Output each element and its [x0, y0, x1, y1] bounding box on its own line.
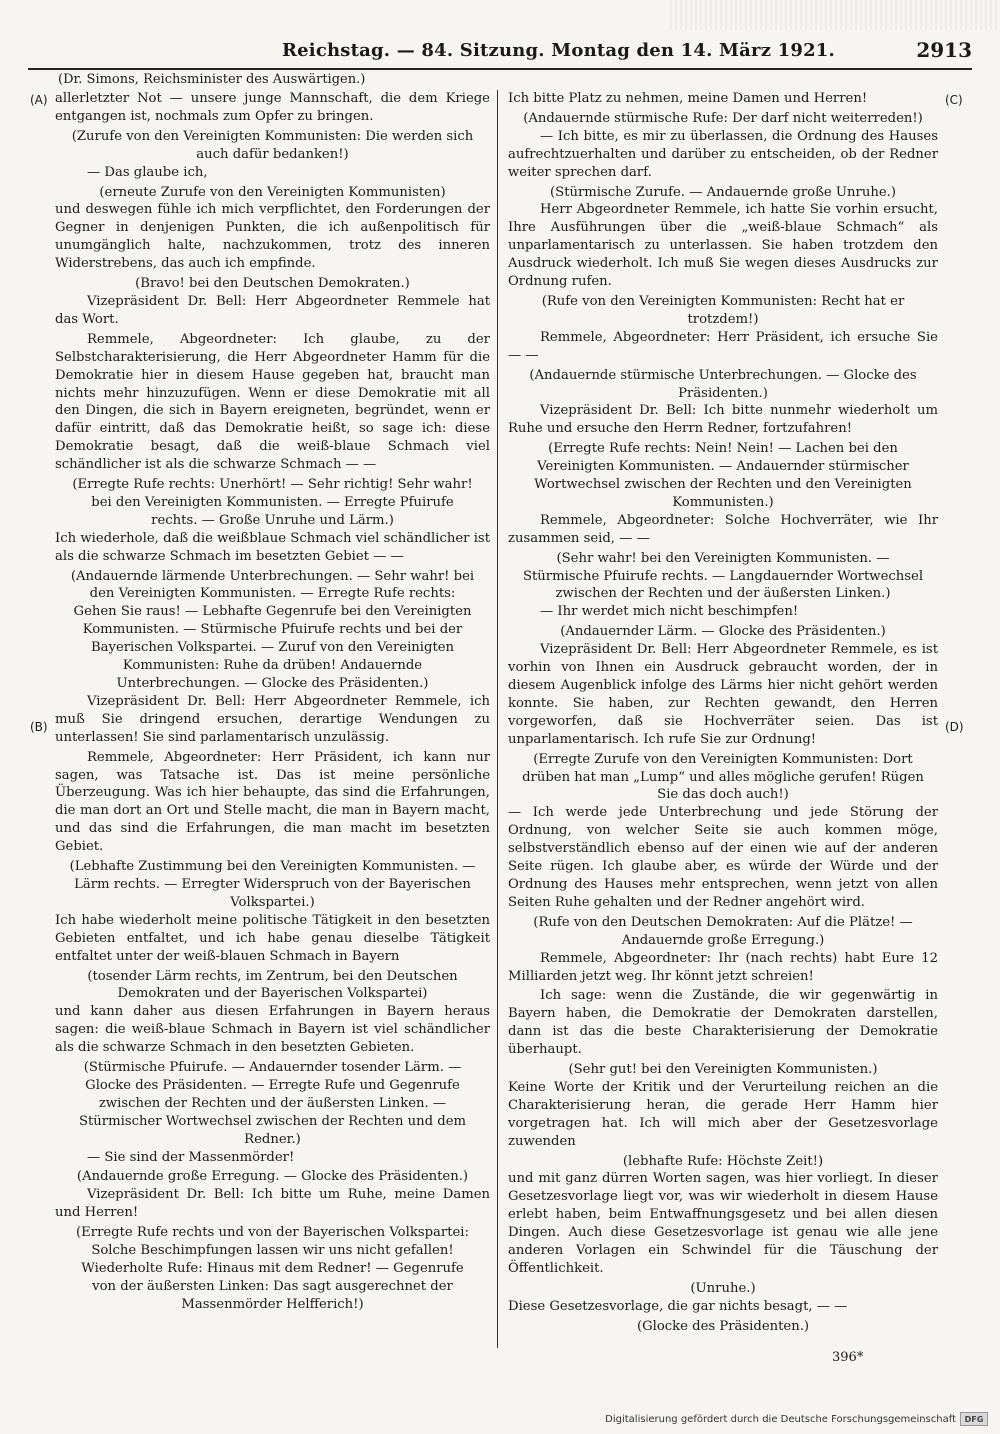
speaker-paragraph: Vizepräsident Dr. Bell: Ich bitte um Ruhe, meine Damen und Herren! [55, 1187, 490, 1221]
paragraph: Ich bitte Platz zu nehmen, meine Damen und Herren! [508, 91, 868, 106]
interjection: (lebhafte Rufe: Höchste Zeit!) [622, 1153, 824, 1169]
interjection: (Andauernde stürmische Unterbrechungen. — Glocke des Präsidenten.) [529, 367, 917, 401]
margin-mark-c: (C) [945, 93, 963, 107]
interjection: (Glocke des Präsidenten.) [636, 1318, 810, 1334]
left-column [55, 90, 490, 1314]
footer [605, 1412, 988, 1426]
speaker-note: (Dr. Simons, Reichsminister des Auswärtigen.) [58, 72, 366, 87]
paragraph: Ich sage: wenn die Zustände, die wir gegenwärtig in Bayern haben, die Demokratie der Demokraten darstellen, dann ist das die beste Charakterisierung der Demokratie überhaupt. [508, 988, 938, 1058]
paragraph: — Das glaube ich, [87, 164, 208, 180]
interjection: (Andauernde stürmische Rufe: Der darf nicht weiterreden!) [523, 110, 923, 126]
margin-mark-d: (D) [945, 720, 964, 734]
speaker-paragraph: Remmele, Abgeordneter: Herr Präsident, ich ersuche Sie — — [508, 329, 938, 363]
speaker-paragraph: Remmele, Abgeordneter: Herr Präsident, ich kann nur sagen, was Tatsache ist. Das ist meine persönliche Überzeugung. Was ich hier behaupte, das sind die Erfahrungen, die man dort an Ort und Stelle macht, die man in Bayern macht, und das sind die Erfahrungen, die man macht im besetzten Gebiet. [55, 749, 490, 855]
paragraph: — Ihr werdet mich nicht beschimpfen! [540, 604, 799, 620]
interjection: (Sehr gut! bei den Vereinigten Kommunisten.) [568, 1062, 878, 1078]
interjection: (erneute Zurufe von den Vereinigten Kommunisten) [99, 184, 446, 200]
interjection: (Bravo! bei den Deutschen Demokraten.) [135, 276, 410, 292]
paragraph: Ich wiederhole, daß die weißblaue Schmach viel schändlicher ist als die schwarze Schmach im besetzten Gebiet — — [55, 530, 490, 564]
interjection: (Erregte Rufe rechts und von der Bayerischen Volkspartei: Solche Beschimpfungen lassen wir uns nicht gefallen! Wiederholte Rufe: Hinaus mit dem Redner! — Gegenrufe von der äußersten Linken: Das sagt ausgerechnet der Massenmörder Helfferich!) [76, 1225, 469, 1312]
interjection: (Andauernde lärmende Unterbrechungen. — Sehr wahr! bei den Vereinigten Kommunisten. — Erregte Rufe rechts: Gehen Sie raus! — Lebhafte Gegenrufe bei den Vereinigten Kommunisten. — Stürmische Pfuirufe rechts und bei der Bayerischen Volkspartei. — Zuruf von den Vereinigten Kommunisten: Ruhe da drüben! Andauernde Unterbrechungen. — Glocke des Präsidenten.) [70, 568, 475, 691]
speaker-paragraph: Vizepräsident Dr. Bell: Ich bitte nunmehr wiederholt um Ruhe und ersuche den Herrn Redner, fortzufahren! [508, 403, 938, 437]
interjection: (Erregte Zurufe von den Vereinigten Kommunisten: Dort drüben hat man „Lump“ und alles mögliche gerufen! Rügen Sie das doch auch!) [522, 751, 924, 803]
speaker-paragraph: Vizepräsident Dr. Bell: Herr Abgeordneter Remmele, ich muß Sie dringend ersuchen, derartige Wendungen zu unterlassen! Sie sind parlamentarisch unzulässig. [55, 693, 490, 745]
interjection: (Stürmische Zurufe. — Andauernde große Unruhe.) [550, 184, 896, 200]
speaker-paragraph: Remmele, Abgeordneter: Ihr (nach rechts) habt Eure 12 Milliarden jetzt weg. Ihr könnt jetzt schreien! [508, 950, 938, 984]
column-divider [497, 90, 498, 1348]
margin-mark-a: (A) [30, 93, 48, 107]
margin-mark-b: (B) [30, 720, 48, 734]
paragraph: und deswegen fühle ich mich verpflichtet, den Forderungen der Gegner in denjenigen Punkten, die ich außenpolitisch für unumgänglich halte, nachzukommen, trotz des inneren Widerstrebens, das auch ich empfinde. [55, 202, 490, 272]
paragraph: — Sie sind der Massenmörder! [87, 1149, 295, 1165]
scan-noise [670, 0, 1000, 30]
interjection: (Rufe von den Deutschen Demokraten: Auf die Plätze! — Andauernde große Erregung.) [533, 914, 913, 948]
interjection: (Rufe von den Vereinigten Kommunisten: Recht hat er trotzdem!) [541, 293, 905, 327]
speaker-paragraph: Vizepräsident Dr. Bell: Herr Abgeordneter Remmele, es ist vorhin von Ihnen ein Ausdruck gebraucht worden, der in diesem Augenblick infolge des Lärms hier nicht gehört werden konnte. Sie haben, zur Rechten gewandt, den Herren vorgeworfen, daß sie Hochverräter seien. Das ist unparlamentarisch. Ich rufe Sie zur Ordnung! [508, 642, 938, 747]
paragraph: Ich habe wiederholt meine politische Tätigkeit in den besetzten Gebieten entfaltet, und ich habe genau dieselbe Tätigkeit entfaltet unter der weiß-blauen Schmach in Bayern [55, 912, 490, 964]
paragraph: — Ich werde jede Unterbrechung und jede Störung der Ordnung, von welcher Seite sie auch kommen möge, selbstverständlich ebenso auf der einen wie auf der anderen Seite rügen. Ich glaube aber, es würde der Würde und der Ordnung des Hauses mehr entsprechen, wenn jetzt von allen Seiten Ruhe gehalten und der Redner angehört wird. [508, 805, 938, 910]
interjection: (Stürmische Pfuirufe. — Andauernder tosender Lärm. — Glocke des Präsidenten. — Erregte Rufe und Gegenrufe zwischen der Rechten und der äußersten Linken. — Stürmischer Wortwechsel zwischen der Rechten und dem Redner.) [78, 1060, 467, 1147]
interjection: (Erregte Rufe rechts: Unerhört! — Sehr richtig! Sehr wahr! bei den Vereinigten Kommunisten. — Erregte Pfuirufe rechts. — Große Unruhe und Lärm.) [72, 477, 473, 528]
paragraph: — Ich bitte, es mir zu überlassen, die Ordnung des Hauses aufrechtzuerhalten und darüber zu entscheiden, ob der Redner weiter sprechen darf. [508, 128, 938, 180]
paragraph: Keine Worte der Kritik und der Verurteilung reichen an die Charakterisierung heran, die gerade Herr Hamm hier vorgetragen hat. Ich will mich aber der Gesetzesvorlage zuwenden [508, 1079, 938, 1149]
footer-text: Digitalisierung gefördert durch die Deutsche Forschungsgemeinschaft [605, 1413, 956, 1425]
paragraph: Herr Abgeordneter Remmele, ich hatte Sie vorhin ersucht, Ihre Ausführungen über die „weiß-blaue Schmach“ als unparlamentarisch zu unterlassen. Sie haben trotzdem den Ausdruck wiederholt. Ich muß Sie wegen dieses Ausdrucks zur Ordnung rufen. [508, 202, 938, 290]
page-number: 2913 [916, 38, 972, 62]
speaker-paragraph: Remmele, Abgeordneter: Solche Hochverräter, wie Ihr zusammen seid, — — [508, 512, 938, 546]
page-header [28, 38, 972, 70]
signature-mark: 396* [832, 1350, 864, 1365]
interjection: (Lebhafte Zustimmung bei den Vereinigten Kommunisten. — Lärm rechts. — Erregter Widerspruch von der Bayerischen Volkspartei.) [69, 859, 476, 910]
speaker-paragraph: Vizepräsident Dr. Bell: Herr Abgeordneter Remmele hat das Wort. [55, 293, 490, 327]
paragraph: Diese Gesetzesvorlage, die gar nichts besagt, — — [508, 1298, 848, 1314]
interjection: (Zurufe von den Vereinigten Kommunisten: Die werden sich auch dafür bedanken!) [71, 128, 474, 162]
paragraph: und kann daher aus diesen Erfahrungen in Bayern heraus sagen: die weiß-blaue Schmach in Bayern ist viel schändlicher als die schwarze Schmach in den besetzten Gebieten. [55, 1004, 490, 1056]
interjection: (Andauernde große Erregung. — Glocke des Präsidenten.) [76, 1169, 469, 1185]
interjection: (tosender Lärm rechts, im Zentrum, bei den Deutschen Demokraten und der Bayerischen Volkspartei) [87, 968, 458, 1002]
header-title: Reichstag. — 84. Sitzung. Montag den 14. März 1921. [282, 40, 835, 61]
paragraph: allerletzter Not — unsere junge Mannschaft, die dem Kriege entgangen ist, nochmals zum Opfer zu bringen. [55, 91, 490, 124]
dfg-logo-icon: DFG [960, 1412, 988, 1426]
speaker-paragraph: Remmele, Abgeordneter: Ich glaube, zu der Selbstcharakterisierung, die Herr Abgeordneter Hamm für die Demokratie hier in diesem Hause gegeben hat, braucht man nichts mehr hinzuzufügen. Wenn er diese Demokratie mit all den Dingen, die sich in Bayern ereigneten, begründet, wenn er dafür eintritt, daß das Demokratie heißt, so sage ich: diese Demokratie besagt, daß die weiß-blaue Schmach viel schändlicher ist als die schwarze Schmach — — [55, 331, 490, 473]
interjection: (Sehr wahr! bei den Vereinigten Kommunisten. — Stürmische Pfuirufe rechts. — Langdauernder Wortwechsel zwischen der Rechten und der äußersten Linken.) [522, 550, 924, 602]
interjection: (Erregte Rufe rechts: Nein! Nein! — Lachen bei den Vereinigten Kommunisten. — Andauernder stürmischer Wortwechsel zwischen der Rechten und den Vereinigten Kommunisten.) [534, 441, 912, 510]
right-column [508, 90, 938, 1336]
interjection: (Unruhe.) [690, 1280, 756, 1296]
interjection: (Andauernder Lärm. — Glocke des Präsidenten.) [560, 624, 886, 640]
paragraph: und mit ganz dürren Worten sagen, was hier vorliegt. In dieser Gesetzesvorlage liegt vor, was wir wiederholt in diesem Hause erlebt haben, beim Entwaffnungsgesetz und bei allen diesen Dingen. Auch diese Gesetzesvorlage ist genau wie alle jene anderen Vorlagen ein Schwindel für die Täuschung der Öffentlichkeit. [508, 1171, 938, 1276]
